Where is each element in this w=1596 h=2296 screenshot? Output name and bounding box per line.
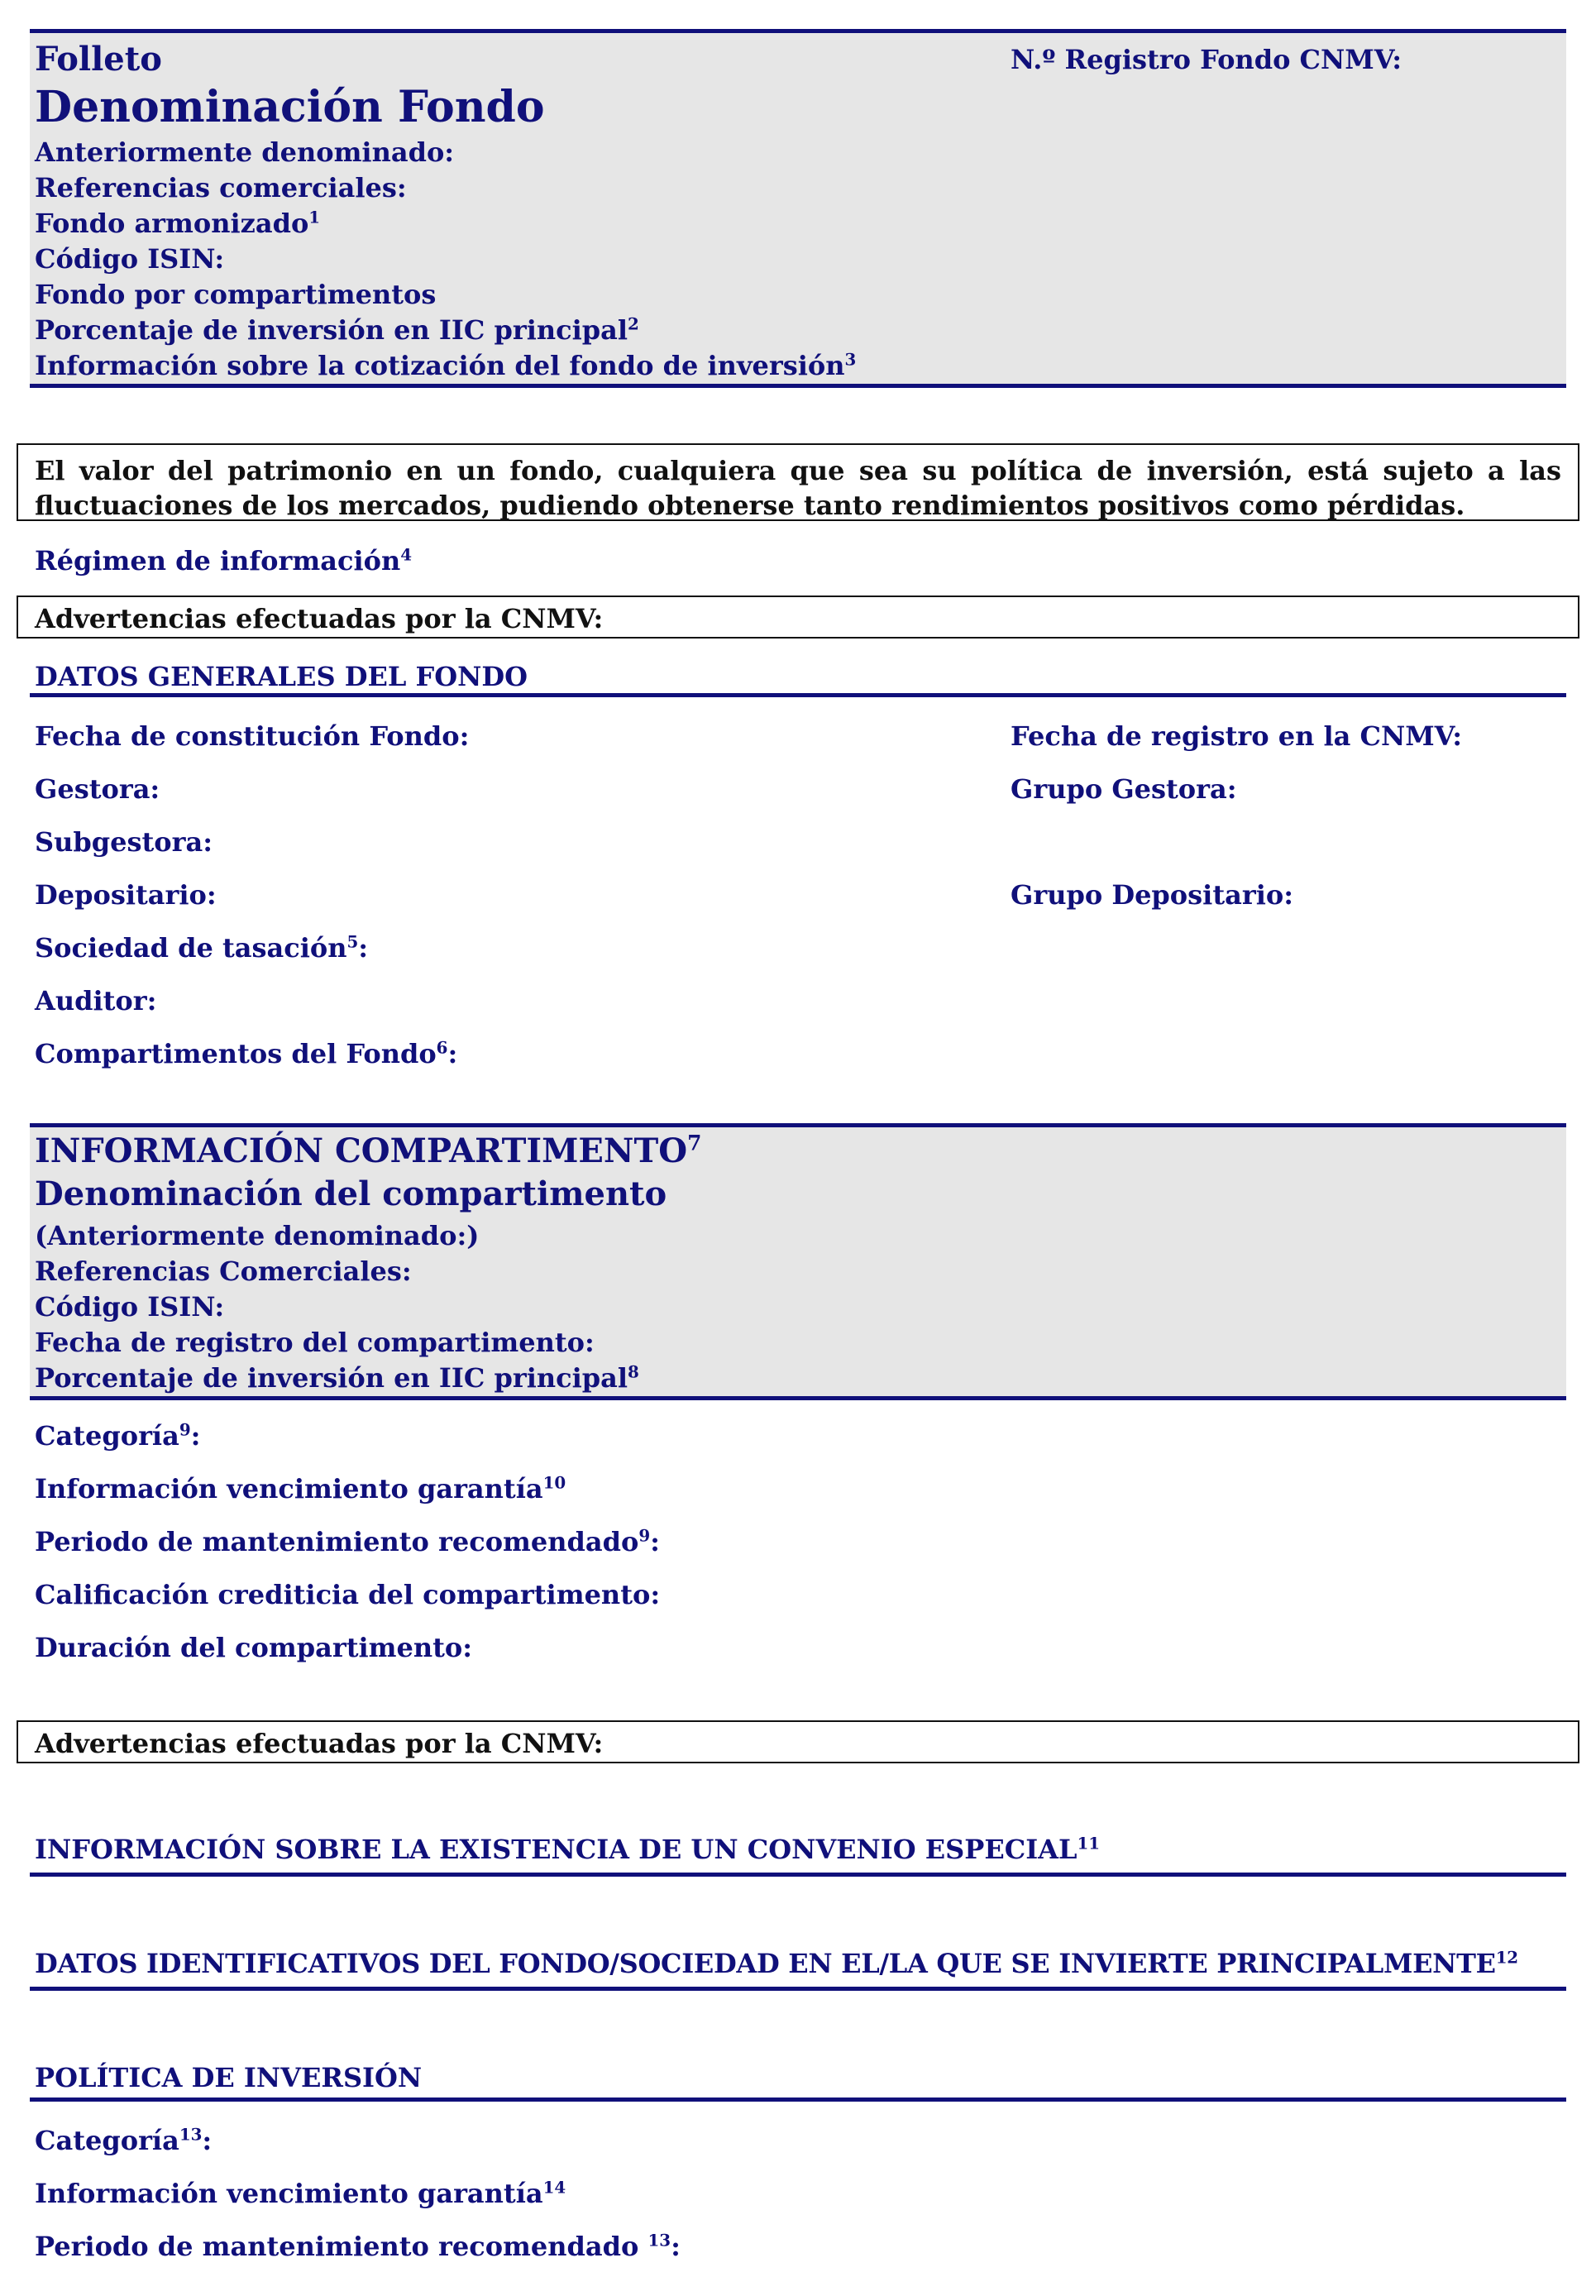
header-row: Código ISIN:: [35, 243, 225, 275]
header-bottom-rule: [30, 384, 1566, 388]
datos-generales-rule: [30, 693, 1566, 697]
politica-field: Información vencimiento garantía$^{14}$: [35, 2177, 566, 2209]
general-field: Depositario:: [35, 879, 217, 911]
compartimento-name: Denominación del compartimento: [35, 1174, 667, 1213]
general-field: Gestora:: [35, 773, 160, 805]
folleto-label: Folleto: [35, 40, 162, 79]
politica-field: Categoría$^{13}$:: [35, 2124, 213, 2156]
fund-name-title: Denominación Fondo: [35, 82, 545, 132]
datos-identificativos-rule: [30, 1987, 1566, 1991]
general-field: Compartimentos del Fondo$^6$:: [35, 1037, 458, 1069]
header-row: Información sobre la cotización del fondo de inversión$^3$: [35, 349, 857, 381]
general-field: Auditor:: [35, 985, 157, 1016]
compartimento-field: Categoría$^9$:: [35, 1419, 201, 1452]
cnmv-warnings-label: Advertencias efectuadas por la CNMV:: [35, 1728, 604, 1759]
registro-label: N.º Registro Fondo CNMV:: [1011, 44, 1402, 75]
convenio-rule: [30, 1873, 1566, 1877]
compartimento-field: Periodo de mantenimiento recomendado$^9$:: [35, 1525, 660, 1557]
compartimento-title: INFORMACIÓN COMPARTIMENTO$^7$: [35, 1131, 702, 1170]
grupo-depositario-label: Grupo Depositario:: [1011, 879, 1293, 911]
header-row: Porcentaje de inversión en IIC principal$^2$: [35, 313, 639, 346]
politica-inversion-rule: [30, 2097, 1566, 2102]
compartimento-row: Porcentaje de inversión en IIC principal$^8$: [35, 1361, 639, 1394]
header-row: Fondo por compartimentos: [35, 279, 437, 310]
risk-warning-box: [17, 443, 1579, 521]
general-field: Fecha de constitución Fondo:: [35, 720, 470, 752]
grupo-gestora-label: Grupo Gestora:: [1011, 773, 1237, 805]
compartimento-row: (Anteriormente denominado:): [35, 1220, 480, 1251]
datos-generales-title: DATOS GENERALES DEL FONDO: [35, 661, 528, 692]
cnmv-warnings-box-compartimento: [17, 1720, 1579, 1763]
politica-inversion-title: POLÍTICA DE INVERSIÓN: [35, 2062, 423, 2093]
cnmv-warnings-label: Advertencias efectuadas por la CNMV:: [35, 603, 604, 634]
convenio-especial-title: INFORMACIÓN SOBRE LA EXISTENCIA DE UN CONVENIO ESPECIAL$^{11}$: [35, 1833, 1101, 1865]
general-field: Sociedad de tasación$^5$:: [35, 931, 369, 964]
compartimento-field: Duración del compartimento:: [35, 1632, 473, 1663]
compartimento-row: Fecha de registro del compartimento:: [35, 1327, 595, 1358]
fecha-registro-cnmv-label: Fecha de registro en la CNMV:: [1011, 720, 1463, 752]
risk-warning-text: El valor del patrimonio en un fondo, cualquiera que sea su política de inversión, está sujeto a las fluctuaciones de los mercados, pudiendo obtenerse tanto rendimientos positivos como pérdidas.: [35, 455, 1561, 521]
compartimento-field: Información vencimiento garantía$^{10}$: [35, 1472, 566, 1504]
header-row: Anteriormente denominado:: [35, 136, 455, 168]
cnmv-warnings-box: [17, 596, 1579, 639]
compartimento-field: Calificación crediticia del compartimento:: [35, 1579, 661, 1610]
politica-field: Periodo de mantenimiento recomendado $^{13}$:: [35, 2230, 681, 2262]
compartimento-bottom-rule: [30, 1396, 1566, 1400]
datos-identificativos-title: DATOS IDENTIFICATIVOS DEL FONDO/SOCIEDAD EN EL/LA QUE SE INVIERTE PRINCIPALMENTE$^{12}$: [35, 1947, 1518, 1979]
general-field: Subgestora:: [35, 826, 213, 858]
compartimento-row: Referencias Comerciales:: [35, 1256, 412, 1287]
header-row: Referencias comerciales:: [35, 172, 407, 203]
header-row: Fondo armonizado$^1$: [35, 207, 321, 239]
regimen-informacion: Régimen de información$^4$: [35, 544, 413, 576]
compartimento-row: Código ISIN:: [35, 1291, 225, 1323]
